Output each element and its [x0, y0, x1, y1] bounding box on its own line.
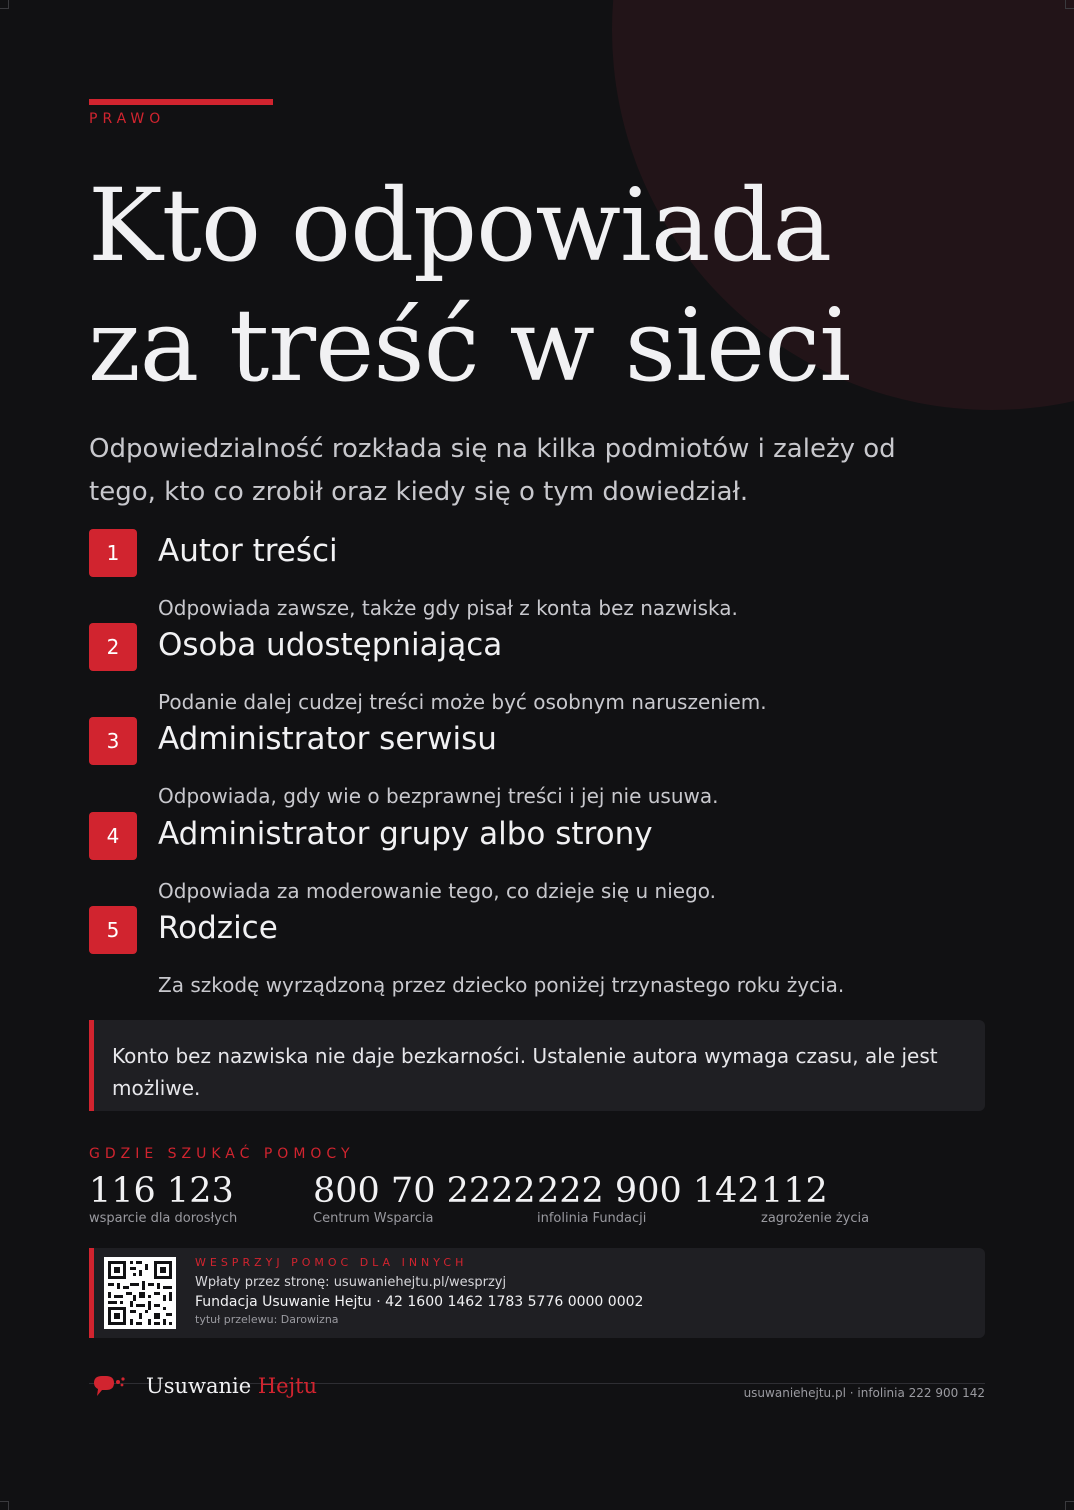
helpline-label: zagrożenie życia	[761, 1211, 870, 1226]
footer-contact: usuwaniehejtu.pl · infolinia 222 900 142	[743, 1386, 985, 1400]
title-line-1: Kto odpowiada	[88, 167, 832, 284]
crop-mark	[0, 1501, 9, 1510]
item-description: Odpowiada zawsze, także gdy pisał z konta bez nazwiska.	[158, 596, 738, 620]
item-number-badge: 3	[89, 717, 137, 765]
item-description: Podanie dalej cudzej treści może być osobnym naruszeniem.	[158, 690, 767, 714]
item-description: Za szkodę wyrządzoną przez dziecko poniżej trzynastego roku życia.	[158, 973, 845, 997]
item-title: Administrator grupy albo strony	[158, 816, 653, 852]
support-heading: WESPRZYJ POMOC DLA INNYCH	[195, 1256, 468, 1269]
support-bank-account: Fundacja Usuwanie Hejtu · 42 1600 1462 1783 5776 0000 0002	[195, 1294, 644, 1310]
item-description: Odpowiada za moderowanie tego, co dzieje się u niego.	[158, 879, 717, 903]
helpline-number: 222 900 142	[537, 1171, 760, 1211]
helpline-number: 112	[761, 1171, 828, 1211]
helpline	[89, 1170, 309, 1226]
support-donation-url: Wpłaty przez stronę: usuwaniehejtu.pl/wesprzyj	[195, 1275, 507, 1290]
helpline-number: 800 70 2222	[313, 1171, 536, 1211]
logo-icon	[92, 1374, 128, 1404]
helpline-label: Centrum Wsparcia	[313, 1211, 434, 1226]
item-number-badge: 5	[89, 906, 137, 954]
helpline	[313, 1170, 536, 1226]
helpline	[761, 1170, 981, 1226]
item-title: Rodzice	[158, 910, 278, 946]
item-number-badge: 1	[89, 529, 137, 577]
helpline-label: wsparcie dla dorosłych	[89, 1211, 238, 1226]
help-heading: GDZIE SZUKAĆ POMOCY	[89, 1146, 355, 1162]
brand-name-accent: Hejtu	[257, 1374, 318, 1398]
brand-name-main: Usuwanie	[146, 1374, 258, 1398]
lead-paragraph: Odpowiedzialność rozkłada się na kilka podmiotów i zależy od tego, kto co zrobił oraz kiedy się o tym dowiedział.	[89, 434, 896, 507]
accent-bar	[89, 99, 273, 105]
item-title: Osoba udostępniająca	[158, 627, 503, 663]
support-details	[195, 1256, 643, 1327]
item-title: Autor treści	[158, 533, 338, 569]
help-numbers	[89, 1170, 985, 1230]
category-label: PRAWO	[89, 111, 166, 127]
crop-mark	[1065, 1501, 1074, 1510]
item-title: Administrator serwisu	[158, 721, 497, 757]
crop-mark	[0, 0, 9, 9]
brand-name	[146, 1371, 317, 1401]
title-line-2: za treść w sieci	[88, 287, 851, 404]
item-number-badge: 2	[89, 623, 137, 671]
helpline	[537, 1170, 760, 1226]
helpline-label: infolinia Fundacji	[537, 1211, 647, 1226]
item-description: Odpowiada, gdy wie o bezprawnej treści i jej nie usuwa.	[158, 784, 719, 808]
crop-mark	[1065, 0, 1074, 9]
item-number-badge: 4	[89, 812, 137, 860]
callout-box: Konto bez nazwiska nie daje bezkarności. Ustalenie autora wymaga czasu, ale jest możliwe.	[89, 1020, 985, 1111]
helpline-number: 116 123	[89, 1171, 234, 1211]
support-transfer-title: tytuł przelewu: Darowizna	[195, 1313, 339, 1326]
support-box	[89, 1248, 985, 1338]
qr-code-icon	[104, 1257, 176, 1329]
page-title	[88, 166, 850, 406]
